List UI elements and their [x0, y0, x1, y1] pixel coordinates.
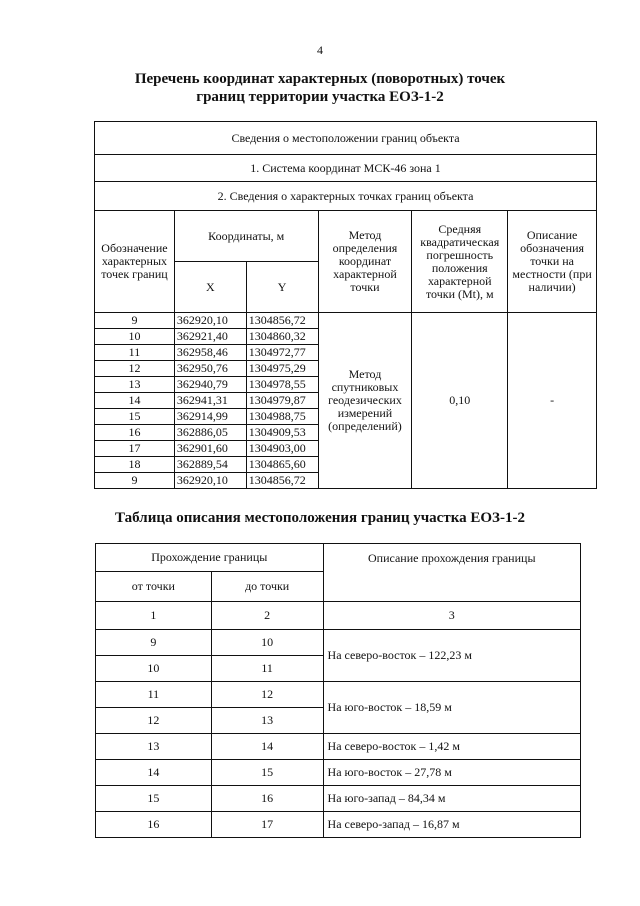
- points-header: 2. Сведения о характерных точках границ объекта: [95, 182, 597, 211]
- column-number-1: 1: [96, 602, 212, 630]
- x-cell: 362920,10: [174, 473, 246, 489]
- point-cell: 9: [95, 313, 175, 329]
- y-cell: 1304856,72: [246, 473, 318, 489]
- x-cell: 362920,10: [174, 313, 246, 329]
- y-cell: 1304909,53: [246, 425, 318, 441]
- to-cell: 13: [211, 708, 323, 734]
- from-cell: 10: [96, 656, 212, 682]
- y-cell: 1304856,72: [246, 313, 318, 329]
- x-cell: 362940,79: [174, 377, 246, 393]
- border-table-title: Таблица описания местоположения границ участка ЕОЗ-1-2: [115, 510, 525, 526]
- to-cell: 14: [211, 734, 323, 760]
- x-cell: 362950,76: [174, 361, 246, 377]
- to-cell: 12: [211, 682, 323, 708]
- point-cell: 13: [95, 377, 175, 393]
- y-cell: 1304975,29: [246, 361, 318, 377]
- x-cell: 362886,05: [174, 425, 246, 441]
- point-cell: 18: [95, 457, 175, 473]
- from-point-header: от точки: [96, 572, 212, 602]
- page-number: 4: [317, 43, 323, 57]
- y-cell: 1304978,55: [246, 377, 318, 393]
- col-x-header: X: [174, 262, 246, 313]
- y-cell: 1304903,00: [246, 441, 318, 457]
- col-desc-header: Описание обозначения точки на местности (при наличии): [508, 211, 597, 313]
- from-cell: 9: [96, 630, 212, 656]
- column-number-3: 3: [323, 602, 580, 630]
- from-cell: 15: [96, 786, 212, 812]
- error-cell: 0,10: [412, 313, 508, 489]
- column-number-2: 2: [211, 602, 323, 630]
- y-cell: 1304860,32: [246, 329, 318, 345]
- passage-header: Прохождение границы: [96, 544, 324, 572]
- description-cell: На северо-восток – 1,42 м: [323, 734, 580, 760]
- point-cell: 10: [95, 329, 175, 345]
- col-method-header: Метод определения координат характерной точки: [318, 211, 412, 313]
- point-cell: 11: [95, 345, 175, 361]
- x-cell: 362958,46: [174, 345, 246, 361]
- from-cell: 14: [96, 760, 212, 786]
- desc-cell: -: [508, 313, 597, 489]
- description-cell: На северо-запад – 16,87 м: [323, 812, 580, 838]
- coord-table-title: [0, 70, 640, 106]
- info-header: Сведения о местоположении границ объекта: [95, 122, 597, 155]
- to-cell: 10: [211, 630, 323, 656]
- description-cell: На юго-восток – 18,59 м: [323, 682, 580, 734]
- col-y-header: Y: [246, 262, 318, 313]
- description-cell: На северо-восток – 122,23 м: [323, 630, 580, 682]
- border-description-table: [95, 543, 581, 838]
- y-cell: 1304972,77: [246, 345, 318, 361]
- point-cell: 17: [95, 441, 175, 457]
- x-cell: 362901,60: [174, 441, 246, 457]
- from-cell: 13: [96, 734, 212, 760]
- col-coords-header: Координаты, м: [174, 211, 318, 262]
- point-cell: 14: [95, 393, 175, 409]
- point-cell: 15: [95, 409, 175, 425]
- y-cell: 1304865,60: [246, 457, 318, 473]
- point-cell: 9: [95, 473, 175, 489]
- description-header: Описание прохождения границы: [323, 544, 580, 602]
- description-cell: На юго-запад – 84,34 м: [323, 786, 580, 812]
- x-cell: 362921,40: [174, 329, 246, 345]
- description-cell: На юго-восток – 27,78 м: [323, 760, 580, 786]
- y-cell: 1304979,87: [246, 393, 318, 409]
- col-point-header: Обозначение характерных точек границ: [95, 211, 175, 313]
- x-cell: 362889,54: [174, 457, 246, 473]
- x-cell: 362941,31: [174, 393, 246, 409]
- from-cell: 16: [96, 812, 212, 838]
- to-point-header: до точки: [211, 572, 323, 602]
- point-cell: 16: [95, 425, 175, 441]
- system-header: 1. Система координат МСК-46 зона 1: [95, 155, 597, 182]
- coordinates-table: [94, 121, 597, 489]
- y-cell: 1304988,75: [246, 409, 318, 425]
- to-cell: 15: [211, 760, 323, 786]
- to-cell: 17: [211, 812, 323, 838]
- title-line-2: границ территории участка ЕОЗ-1-2: [196, 89, 444, 105]
- x-cell: 362914,99: [174, 409, 246, 425]
- title-line-1: Перечень координат характерных (поворотных) точек: [134, 71, 506, 87]
- point-cell: 12: [95, 361, 175, 377]
- from-cell: 11: [96, 682, 212, 708]
- to-cell: 16: [211, 786, 323, 812]
- from-cell: 12: [96, 708, 212, 734]
- method-cell: Метод спутниковых геодезических измерений (определений): [318, 313, 412, 489]
- col-error-header: Средняя квадратическая погрешность положения характерной точки (Mt), м: [412, 211, 508, 313]
- to-cell: 11: [211, 656, 323, 682]
